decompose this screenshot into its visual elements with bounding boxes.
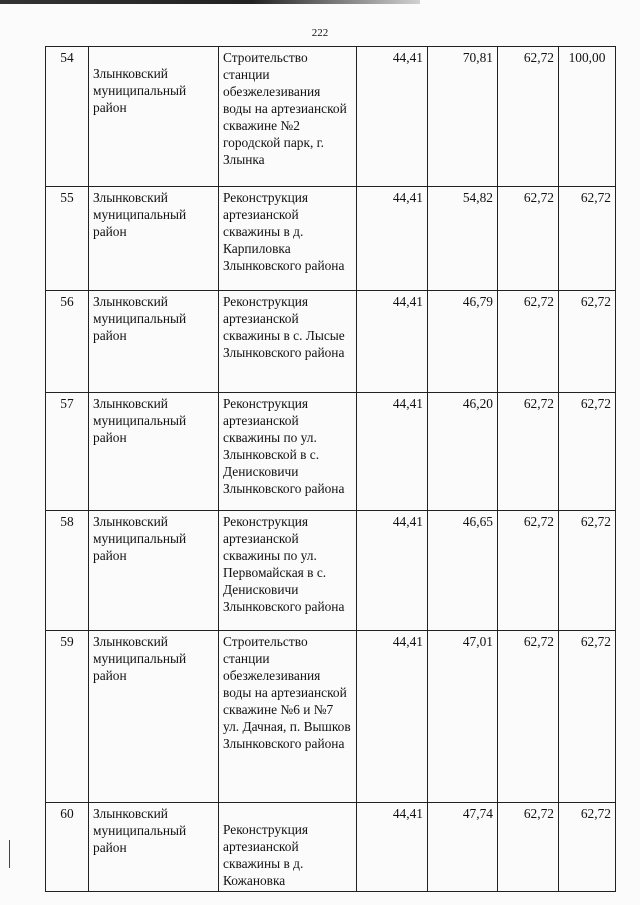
- table-row: [46, 187, 616, 291]
- value-cell: 44,41: [357, 631, 428, 803]
- district-cell: Злынковский муниципальный район: [89, 393, 219, 511]
- table-row: [46, 511, 616, 631]
- table-row: [46, 47, 616, 187]
- value-cell: 46,79: [428, 291, 498, 393]
- value-cell: 44,41: [357, 187, 428, 291]
- description-cell: Реконструкция артезианской скважины в с. Лысые Злынковского района: [219, 291, 357, 393]
- district-cell: Злынковский муниципальный район: [89, 631, 219, 803]
- value-cell: 62,72: [559, 631, 616, 803]
- row-number: 56: [46, 291, 89, 393]
- value-cell: 44,41: [357, 511, 428, 631]
- scan-edge-artifact: [0, 0, 420, 4]
- value-cell: 62,72: [498, 47, 559, 187]
- value-cell: 54,82: [428, 187, 498, 291]
- value-cell: 62,72: [498, 511, 559, 631]
- scan-margin-mark: [9, 840, 10, 868]
- district-cell: Злынковский муниципальный район: [89, 187, 219, 291]
- value-cell: 62,72: [559, 187, 616, 291]
- value-cell: 100,00: [559, 47, 616, 187]
- district-cell: Злынковский муниципальный район: [89, 291, 219, 393]
- row-number: 57: [46, 393, 89, 511]
- page-number: 222: [311, 27, 329, 39]
- value-cell: 70,81: [428, 47, 498, 187]
- row-number: 54: [46, 47, 89, 187]
- value-cell: 47,74: [428, 803, 498, 892]
- table-row: [46, 291, 616, 393]
- value-cell: 62,72: [559, 511, 616, 631]
- description-cell: Реконструкция артезианской скважины в д. Карпиловка Злынковского района: [219, 187, 357, 291]
- row-number: 55: [46, 187, 89, 291]
- value-cell: 62,72: [498, 631, 559, 803]
- value-cell: 44,41: [357, 803, 428, 892]
- table-row: [46, 393, 616, 511]
- row-number: 59: [46, 631, 89, 803]
- description-cell: Строительство станции обезжелезивания воды на артезианской скважине №6 и №7 ул. Дачная, п. Вышков Злынковского района: [219, 631, 357, 803]
- row-number: 60: [46, 803, 89, 892]
- value-cell: 62,72: [498, 393, 559, 511]
- table-row: [46, 803, 616, 892]
- value-cell: 44,41: [357, 47, 428, 187]
- row-number: 58: [46, 511, 89, 631]
- description-cell: Реконструкция артезианской скважины в д. Кожановка: [219, 803, 357, 892]
- description-cell: Реконструкция артезианской скважины по ул. Злынковской в с. Денисковичи Злынковского района: [219, 393, 357, 511]
- value-cell: 62,72: [559, 803, 616, 892]
- value-cell: 62,72: [559, 291, 616, 393]
- table-row: [46, 631, 616, 803]
- district-cell: Злынковский муниципальный район: [89, 803, 219, 892]
- value-cell: 44,41: [357, 291, 428, 393]
- value-cell: 47,01: [428, 631, 498, 803]
- value-cell: 62,72: [498, 803, 559, 892]
- value-cell: 62,72: [498, 291, 559, 393]
- value-cell: 44,41: [357, 393, 428, 511]
- description-cell: Строительство станции обезжелезивания воды на артезианской скважине №2 городской парк, г. Злынка: [219, 47, 357, 187]
- value-cell: 46,20: [428, 393, 498, 511]
- value-cell: 46,65: [428, 511, 498, 631]
- value-cell: 62,72: [559, 393, 616, 511]
- district-cell: Злынковский муниципальный район: [89, 511, 219, 631]
- data-table: [45, 46, 616, 892]
- description-cell: Реконструкция артезианской скважины по ул. Первомайская в с. Денисковичи Злынковского района: [219, 511, 357, 631]
- district-cell: Злынковский муниципальный район: [89, 47, 219, 187]
- value-cell: 62,72: [498, 187, 559, 291]
